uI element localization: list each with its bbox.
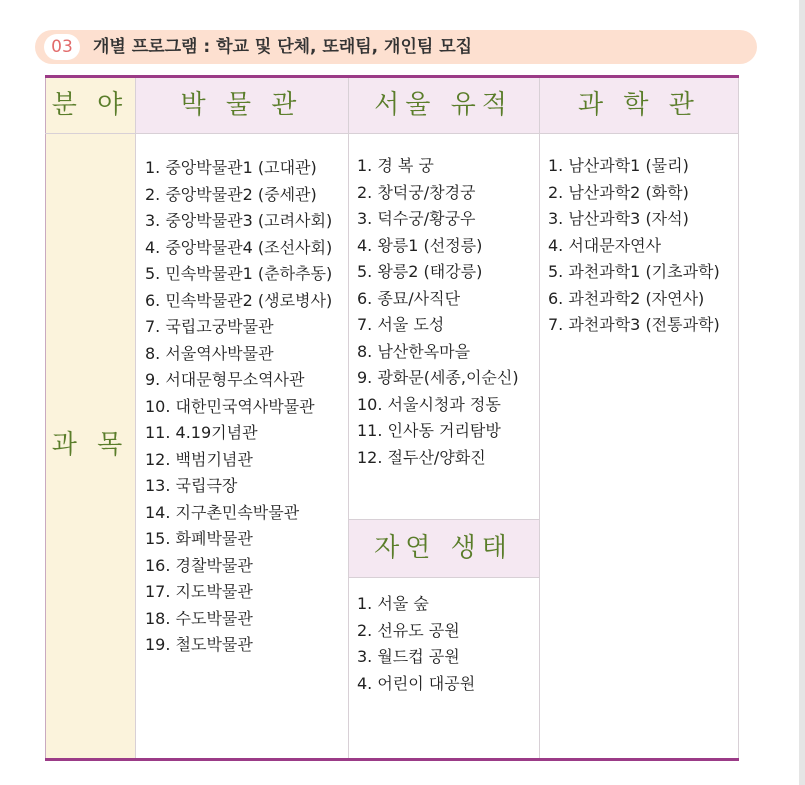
museum-list-item: 9. 서대문형무소역사관 xyxy=(145,370,305,389)
heritage-header-cell xyxy=(348,78,539,133)
science-list-item: 1. 남산과학1 (물리) xyxy=(548,156,689,175)
nature-list-item: 2. 선유도 공원 xyxy=(357,620,460,640)
museum-list-cell xyxy=(135,133,348,758)
museum-list-item: 2. 중앙박물관2 (중세관) xyxy=(145,184,317,204)
museum-list-item: 11. 4.19기념관 xyxy=(145,423,258,442)
subject-header-label: 과 목 xyxy=(51,430,129,460)
museum-list-item: 6. 민속박물관2 (생로병사) xyxy=(145,290,333,310)
grid-line xyxy=(539,78,540,758)
museum-heading: 박 물 관 xyxy=(180,90,303,120)
science-header-cell xyxy=(539,78,739,133)
program-table xyxy=(45,75,739,761)
nature-list-cell xyxy=(348,577,539,758)
science-list xyxy=(548,153,739,339)
museum-list-item: 13. 국립극장 xyxy=(145,476,238,495)
grid-line xyxy=(348,577,539,578)
section-title: 개별 프로그램 : 학교 및 단체, 또래팀, 개인팀 모집 xyxy=(93,37,473,57)
heritage-list-item: 1. 경 복 궁 xyxy=(357,156,434,175)
subject-header-cell xyxy=(45,133,135,758)
heritage-list-item: 4. 왕릉1 (선정릉) xyxy=(357,235,483,255)
nature-list-item: 1. 서울 숲 xyxy=(357,594,429,613)
heritage-list-item: 7. 서울 도성 xyxy=(357,315,445,334)
science-list-item: 3. 남산과학3 (자석) xyxy=(548,209,689,228)
heritage-list-item: 8. 남산한옥마을 xyxy=(357,341,471,361)
heritage-list-item: 5. 왕릉2 (태강릉) xyxy=(357,262,483,281)
scrollbar-track[interactable] xyxy=(799,0,805,785)
section-number: 03 xyxy=(44,34,80,60)
field-header-cell xyxy=(45,78,135,133)
grid-line xyxy=(738,78,739,758)
nature-list-item: 3. 월드컵 공원 xyxy=(357,647,460,666)
museum-list-item: 18. 수도박물관 xyxy=(145,608,253,628)
museum-list-item: 7. 국립고궁박물관 xyxy=(145,317,274,336)
heritage-list-item: 12. 절두산/양화진 xyxy=(357,447,486,467)
museum-list-item: 16. 경찰박물관 xyxy=(145,555,253,575)
nature-list-item: 4. 어린이 대공원 xyxy=(357,673,476,693)
science-list-item: 7. 과천과학3 (전통과학) xyxy=(548,315,720,334)
museum-list-item: 14. 지구촌민속박물관 xyxy=(145,502,300,522)
heritage-list-cell xyxy=(348,133,539,519)
heritage-list-item: 10. 서울시청과 정동 xyxy=(357,394,501,414)
science-heading: 과 학 관 xyxy=(578,90,700,120)
heritage-list-item: 11. 인사동 거리탐방 xyxy=(357,421,501,440)
science-list-item: 4. 서대문자연사 xyxy=(548,235,662,255)
museum-list-item: 19. 철도박물관 xyxy=(145,635,253,654)
grid-line xyxy=(135,78,136,758)
science-list-item: 5. 과천과학1 (기초과학) xyxy=(548,262,720,281)
museum-list-item: 12. 백범기념관 xyxy=(145,449,253,469)
museum-header-cell xyxy=(135,78,348,133)
museum-list-item: 17. 지도박물관 xyxy=(145,582,253,601)
grid-line xyxy=(348,519,539,520)
heritage-list xyxy=(357,153,539,471)
museum-list-item: 4. 중앙박물관4 (조선사회) xyxy=(145,237,333,257)
museum-list-item: 15. 화폐박물관 xyxy=(145,529,253,548)
heritage-heading: 서울 유적 xyxy=(374,90,513,120)
museum-list-item: 1. 중앙박물관1 (고대관) xyxy=(145,158,317,177)
nature-list xyxy=(357,591,539,697)
grid-line xyxy=(45,78,46,758)
nature-header-cell xyxy=(348,519,539,577)
museum-list xyxy=(145,155,348,659)
grid-line xyxy=(45,133,739,134)
museum-list-item: 3. 중앙박물관3 (고려사회) xyxy=(145,211,333,230)
science-list-item: 6. 과천과학2 (자연사) xyxy=(548,288,705,308)
heritage-list-item: 9. 광화문(세종,이순신) xyxy=(357,368,519,387)
science-list-cell xyxy=(539,133,739,758)
heritage-list-item: 3. 덕수궁/황궁우 xyxy=(357,209,476,228)
museum-list-item: 8. 서울역사박물관 xyxy=(145,343,274,363)
field-header-label: 분 야 xyxy=(51,90,129,120)
science-list-item: 2. 남산과학2 (화학) xyxy=(548,182,689,202)
museum-list-item: 5. 민속박물관1 (춘하추동) xyxy=(145,264,333,283)
nature-heading: 자연 생태 xyxy=(374,533,513,563)
museum-list-item: 10. 대한민국역사박물관 xyxy=(145,396,315,416)
heritage-list-item: 2. 창덕궁/창경궁 xyxy=(357,182,476,202)
heritage-list-item: 6. 종묘/사직단 xyxy=(357,288,461,308)
grid-line xyxy=(348,78,349,758)
